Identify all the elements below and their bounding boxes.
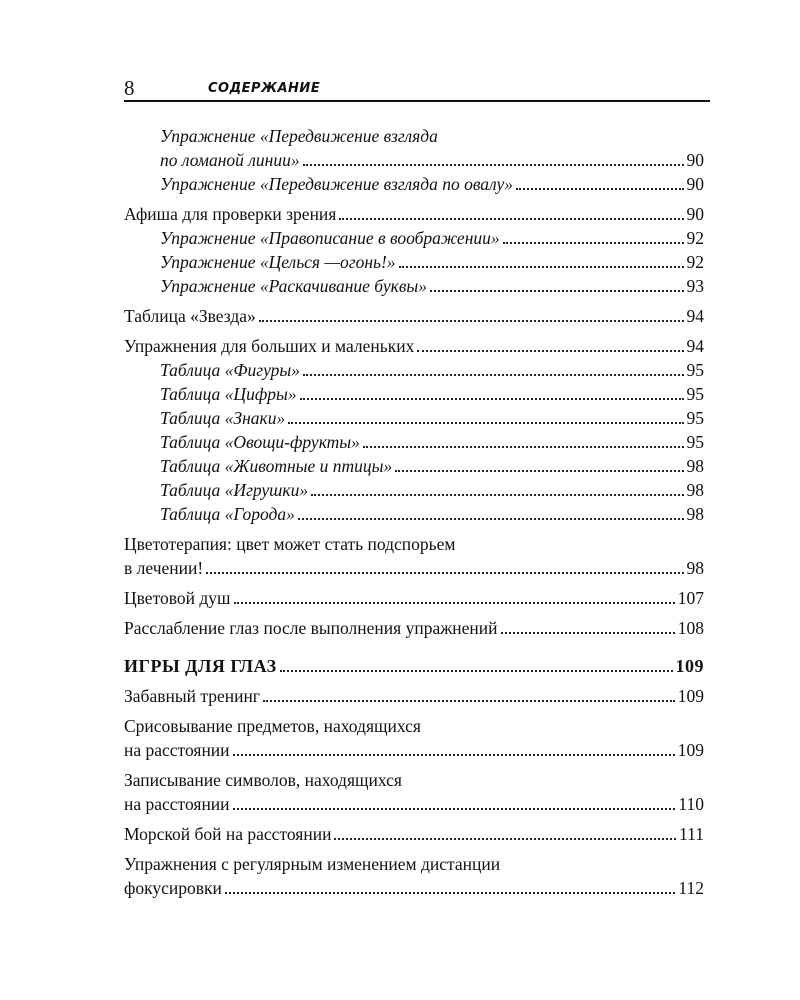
toc-entry-row xyxy=(160,148,704,172)
toc-entry xyxy=(124,586,704,610)
toc-entry-title: в лечении! xyxy=(124,558,204,578)
toc-entry-row xyxy=(124,202,704,226)
toc-entry-title-line: Срисовывание предметов, находящихся xyxy=(124,716,421,736)
toc-entry xyxy=(124,382,704,406)
toc-entry xyxy=(124,304,704,328)
toc-entry-title: Упражнение «Передвижение взгляда по овалу» xyxy=(160,174,513,194)
toc-entry-title-line: Записывание символов, находящихся xyxy=(124,770,402,790)
toc-entry-row xyxy=(160,250,704,274)
dot-leader xyxy=(303,164,684,166)
toc-entry-row xyxy=(160,358,704,382)
toc-entry xyxy=(124,616,704,640)
toc-entry-page: 109 xyxy=(675,656,704,676)
toc-entry xyxy=(124,172,704,196)
toc-entry-row xyxy=(124,822,704,846)
dot-leader xyxy=(298,518,684,520)
toc-entry xyxy=(124,334,704,358)
toc-entry xyxy=(124,250,704,274)
toc-entry-title-line: Цветотерапия: цвет может стать подспорьем xyxy=(124,534,456,554)
toc-entry xyxy=(124,852,704,900)
toc-entry-row xyxy=(160,172,704,196)
toc-entry-title-line: Упражнения с регулярным изменением дистанции xyxy=(124,854,501,874)
toc-entry-title: Таблица «Звезда» xyxy=(124,306,256,326)
table-of-contents xyxy=(124,124,704,900)
toc-entry-page: 93 xyxy=(686,276,704,296)
dot-leader xyxy=(334,838,676,840)
dot-leader xyxy=(399,266,684,268)
toc-entry-page: 98 xyxy=(686,504,704,524)
toc-entry-title: фокусировки xyxy=(124,878,222,898)
toc-entry-title-line: Упражнение «Передвижение взгляда xyxy=(160,126,438,146)
dot-leader xyxy=(280,670,673,672)
toc-entry-title: Морской бой на расстоянии xyxy=(124,824,332,844)
toc-entry-row xyxy=(124,586,704,610)
dot-leader xyxy=(503,242,684,244)
toc-entry-page: 98 xyxy=(686,480,704,500)
toc-entry-page: 94 xyxy=(686,336,704,356)
toc-entry-page: 90 xyxy=(686,150,704,170)
toc-entry-page: 107 xyxy=(677,588,704,608)
toc-entry-row xyxy=(124,876,704,900)
toc-entry xyxy=(124,358,704,382)
dot-leader xyxy=(417,350,683,352)
toc-entry-row xyxy=(124,334,704,358)
toc-entry-title: на расстоянии xyxy=(124,740,230,760)
dot-leader xyxy=(311,494,683,496)
toc-entry-page: 109 xyxy=(677,740,704,760)
toc-entry-page: 92 xyxy=(686,228,704,248)
dot-leader xyxy=(501,632,675,634)
toc-entry-row xyxy=(124,738,704,762)
toc-entry-title: Забавный тренинг xyxy=(124,686,260,706)
toc-entry-page: 95 xyxy=(686,384,704,404)
toc-entry-title: Таблица «Овощи-фрукты» xyxy=(160,432,360,452)
toc-entry xyxy=(124,124,704,172)
toc-entry-page: 92 xyxy=(686,252,704,272)
dot-leader xyxy=(339,218,683,220)
dot-leader xyxy=(363,446,684,448)
toc-entry-row xyxy=(160,430,704,454)
toc-entry-row xyxy=(124,654,704,678)
toc-entry-page: 90 xyxy=(686,204,704,224)
dot-leader xyxy=(233,754,675,756)
toc-entry-row xyxy=(124,792,704,816)
toc-entry-page: 90 xyxy=(686,174,704,194)
toc-entry xyxy=(124,406,704,430)
toc-entry-row xyxy=(160,478,704,502)
toc-entry-page: 110 xyxy=(678,794,704,814)
toc-entry-row xyxy=(160,454,704,478)
toc-entry-page: 94 xyxy=(686,306,704,326)
toc-entry-row xyxy=(160,226,704,250)
toc-entry-page: 98 xyxy=(686,558,704,578)
toc-entry xyxy=(124,684,704,708)
toc-entry-row xyxy=(124,616,704,640)
toc-entry-row xyxy=(160,406,704,430)
toc-entry-title: на расстоянии xyxy=(124,794,230,814)
toc-entry-title: Цветовой душ xyxy=(124,588,231,608)
dot-leader xyxy=(225,892,676,894)
toc-entry-row xyxy=(124,556,704,580)
toc-entry xyxy=(124,654,704,678)
running-header xyxy=(124,76,710,102)
toc-entry-page: 98 xyxy=(686,456,704,476)
toc-entry-row xyxy=(124,304,704,328)
toc-entry-page: 95 xyxy=(686,408,704,428)
toc-entry-title: Афиша для проверки зрения xyxy=(124,204,337,224)
toc-entry-title: Упражнение «Раскачивание буквы» xyxy=(160,276,428,296)
toc-entry-page: 95 xyxy=(686,360,704,380)
toc-entry xyxy=(124,430,704,454)
dot-leader xyxy=(259,320,684,322)
dot-leader xyxy=(303,374,684,376)
toc-entry xyxy=(124,274,704,298)
toc-entry xyxy=(124,532,704,580)
toc-entry xyxy=(124,478,704,502)
toc-entry-title: Упражнение «Целься —огонь!» xyxy=(160,252,396,272)
running-title: СОДЕРЖАНИЕ xyxy=(208,81,321,96)
toc-entry-title: Таблица «Животные и птицы» xyxy=(160,456,393,476)
toc-entry-row xyxy=(124,684,704,708)
dot-leader xyxy=(288,422,683,424)
dot-leader xyxy=(234,602,675,604)
toc-entry xyxy=(124,202,704,226)
toc-entry-title: Таблица «Цифры» xyxy=(160,384,297,404)
page-number: 8 xyxy=(124,76,135,100)
dot-leader xyxy=(263,700,675,702)
toc-entry-title: Упражнения для больших и маленьких xyxy=(124,336,415,356)
toc-entry xyxy=(124,822,704,846)
toc-entry-row xyxy=(160,382,704,406)
toc-entry-title: Упражнение «Правописание в воображении» xyxy=(160,228,500,248)
toc-entry-page: 109 xyxy=(677,686,704,706)
dot-leader xyxy=(300,398,684,400)
toc-entry-row xyxy=(160,502,704,526)
toc-entry-title: Таблица «Города» xyxy=(160,504,295,524)
dot-leader xyxy=(395,470,683,472)
toc-entry-page: 112 xyxy=(678,878,704,898)
toc-entry-page: 108 xyxy=(677,618,704,638)
toc-entry-title: ИГРЫ ДЛЯ ГЛАЗ xyxy=(124,656,277,676)
toc-entry xyxy=(124,226,704,250)
toc-entry-title: Расслабление глаз после выполнения упражнений xyxy=(124,618,498,638)
toc-entry xyxy=(124,768,704,816)
dot-leader xyxy=(516,188,684,190)
toc-entry xyxy=(124,714,704,762)
toc-entry-title: Таблица «Игрушки» xyxy=(160,480,309,500)
toc-entry-title: Таблица «Фигуры» xyxy=(160,360,300,380)
toc-entry-page: 111 xyxy=(679,824,704,844)
dot-leader xyxy=(233,808,676,810)
dot-leader xyxy=(206,572,683,574)
toc-entry-row xyxy=(160,274,704,298)
toc-entry xyxy=(124,502,704,526)
dot-leader xyxy=(430,290,683,292)
toc-entry-page: 95 xyxy=(686,432,704,452)
toc-entry-title: по ломаной линии» xyxy=(160,150,300,170)
toc-entry-title: Таблица «Знаки» xyxy=(160,408,286,428)
toc-entry xyxy=(124,454,704,478)
